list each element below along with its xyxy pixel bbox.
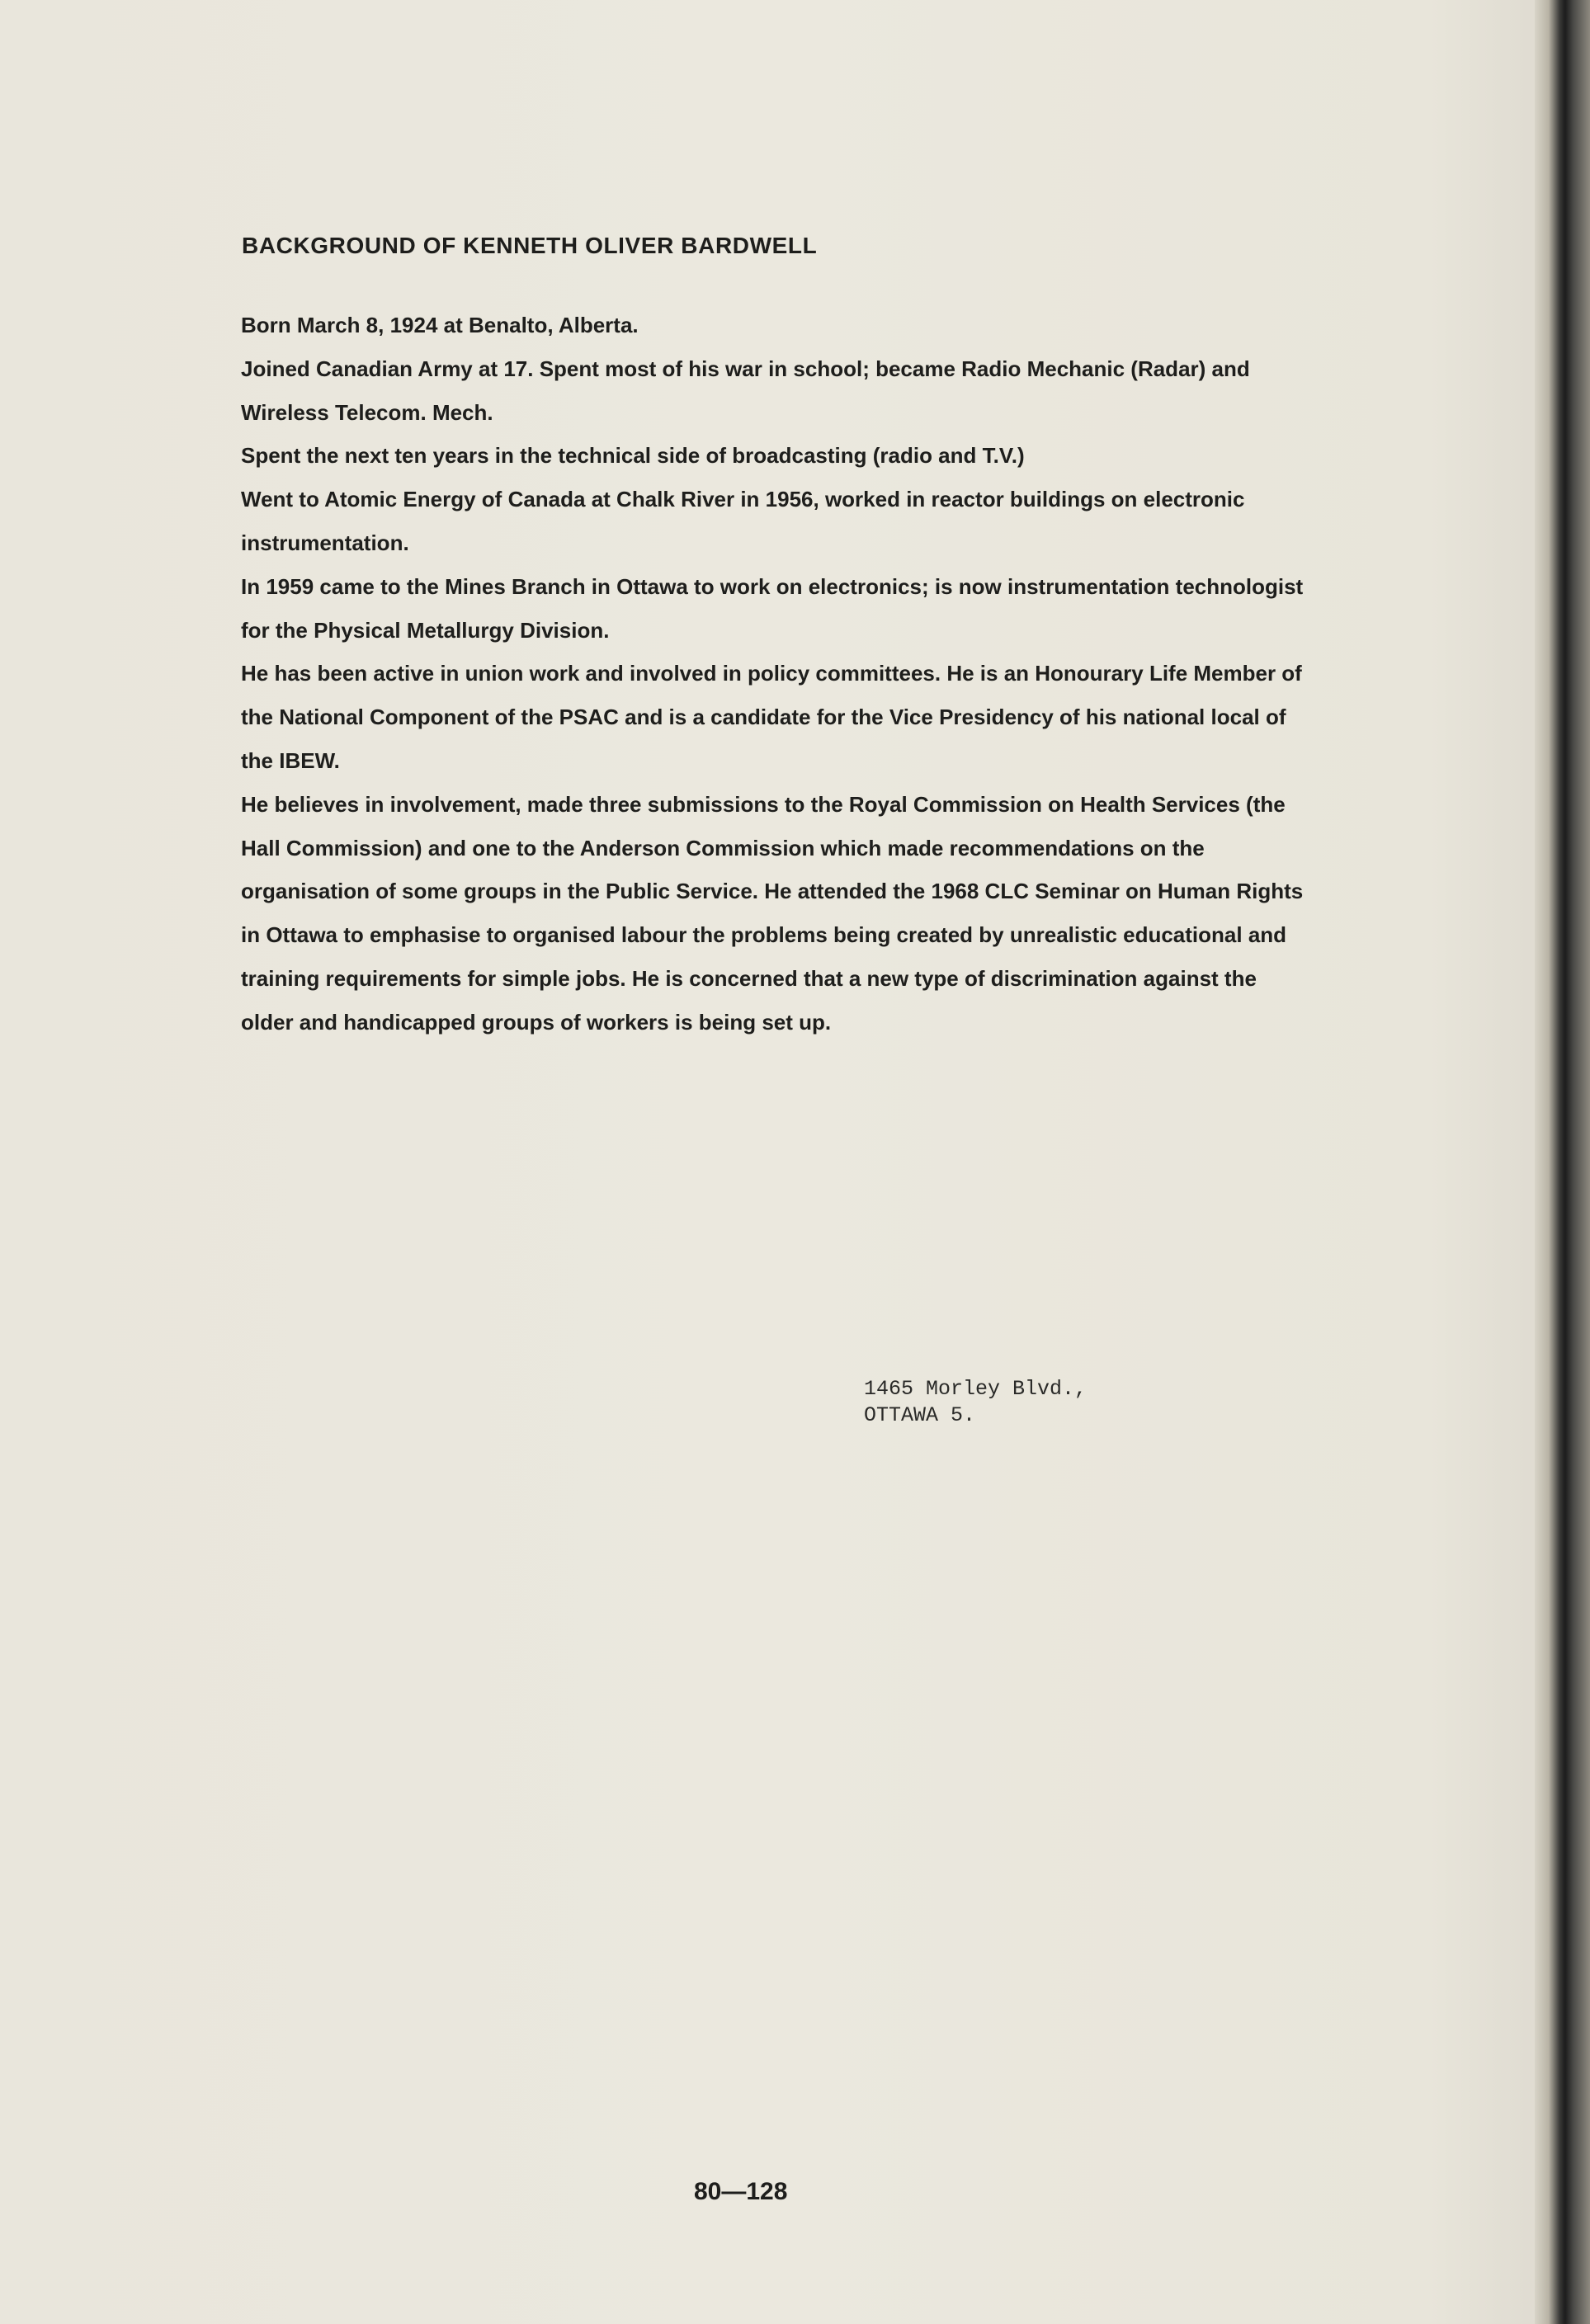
paragraph-union: He has been active in union work and involved in policy committees. He is an Honourary Life Member of the National Component of the PSAC and is a candidate for the Vice Presidency of his national local of the IBEW. bbox=[241, 661, 1302, 773]
paragraph-army: Joined Canadian Army at 17. Spent most of his war in school; became Radio Mechanic (Radar) and Wireless Telecom. Mech. bbox=[241, 356, 1250, 425]
address-line-2: OTTAWA 5. bbox=[864, 1403, 976, 1427]
document-heading: BACKGROUND OF KENNETH OLIVER BARDWELL bbox=[242, 233, 818, 258]
paragraph-birth: Born March 8, 1924 at Benalto, Alberta. bbox=[241, 313, 639, 337]
document-body bbox=[241, 304, 1305, 1044]
paragraph-involvement: He believes in involvement, made three submissions to the Royal Commission on Health Services (the Hall Commission) and one to the Anderson Commission which made recommendations on the organisation of some groups in the Public Service. He attended the 1968 CLC Seminar on Human Rights in Ottawa to emphasise to organised labour the problems being created by unrealistic educational and training requirements for simple jobs. He is concerned that a new type of discrimination against the older and handicapped groups of workers is being set up. bbox=[241, 791, 1304, 1035]
address-line-1: 1465 Morley Blvd., bbox=[864, 1377, 1088, 1401]
address-block bbox=[864, 1376, 1087, 1429]
paragraph-atomic-energy: Went to Atomic Energy of Canada at Chalk River in 1956, worked in reactor buildings on electronic instrumentation. bbox=[241, 487, 1245, 555]
page-number: 80—128 bbox=[694, 2178, 788, 2205]
paragraph-mines-branch: In 1959 came to the Mines Branch in Ottawa to work on electronics; is now instrumentation technologist for the Physical Metallurgy Division. bbox=[241, 573, 1304, 643]
paragraph-broadcasting: Spent the next ten years in the technical side of broadcasting (radio and T.V.) bbox=[241, 443, 1025, 469]
book-spine-edge bbox=[1535, 0, 1590, 2324]
